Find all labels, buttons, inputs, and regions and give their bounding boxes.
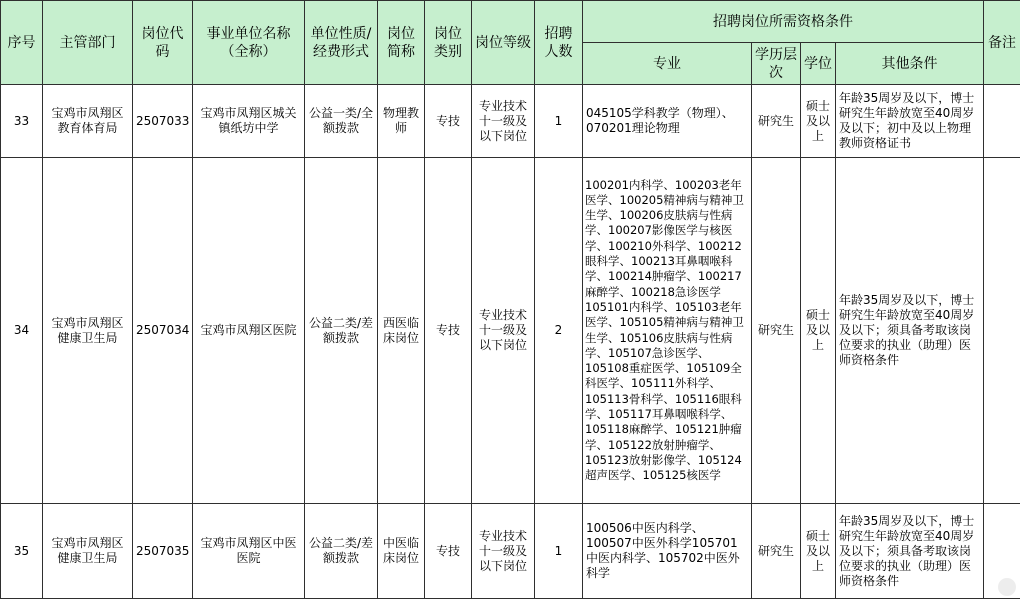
cell-seq: 34 [1,158,43,504]
cell-remarks [984,85,1020,158]
cell-unit-name: 宝鸡市凤翔区医院 [193,158,305,504]
header-count: 招聘人数 [535,1,583,85]
cell-seq: 35 [1,504,43,599]
cell-count: 1 [535,504,583,599]
header-dept: 主管部门 [43,1,133,85]
header-degree: 学位 [801,43,836,85]
cell-post-type: 专技 [425,85,472,158]
cell-major: 100506中医内科学、100507中医外科学105701中医内科学、105702中医外科学 [583,504,752,599]
cell-remarks [984,158,1020,504]
cell-education: 研究生 [752,85,801,158]
cell-other: 年龄35周岁及以下，博士研究生年龄放宽至40周岁及以下；须具备考取该岗位要求的执业（助理）医师资格条件 [836,158,984,504]
cell-post-name: 西医临床岗位 [378,158,425,504]
cell-post-name: 物理教师 [378,85,425,158]
cell-other: 年龄35周岁及以下，博士研究生年龄放宽至40周岁及以下；须具备考取该岗位要求的执业（助理）医师资格条件 [836,504,984,599]
cell-dept: 宝鸡市凤翔区健康卫生局 [43,504,133,599]
header-post-level: 岗位等级 [472,1,535,85]
cell-degree: 硕士及以上 [801,504,836,599]
cell-unit-nature: 公益一类/全额拨款 [305,85,378,158]
cell-count: 2 [535,158,583,504]
cell-post-name: 中医临床岗位 [378,504,425,599]
table-row [1,158,1020,504]
cell-seq: 33 [1,85,43,158]
header-seq: 序号 [1,1,43,85]
header-remarks: 备注 [984,1,1020,85]
cell-dept: 宝鸡市凤翔区健康卫生局 [43,158,133,504]
cell-degree: 硕士及以上 [801,85,836,158]
cell-post-level: 专业技术十一级及以下岗位 [472,504,535,599]
cell-unit-nature: 公益二类/差额拨款 [305,158,378,504]
cell-post-level: 专业技术十一级及以下岗位 [472,158,535,504]
header-post-name: 岗位简称 [378,1,425,85]
cell-post-level: 专业技术十一级及以下岗位 [472,85,535,158]
header-post-code: 岗位代码 [133,1,193,85]
cell-degree: 硕士及以上 [801,158,836,504]
cell-unit-name: 宝鸡市凤翔区中医医院 [193,504,305,599]
cell-unit-nature: 公益二类/差额拨款 [305,504,378,599]
cell-unit-name: 宝鸡市凤翔区城关镇纸坊中学 [193,85,305,158]
table-row [1,85,1020,158]
header-post-type: 岗位类别 [425,1,472,85]
cell-major: 100201内科学、100203老年医学、100205精神病与精神卫生学、100206皮肤病与性病学、100207影像医学与核医学、100210外科学、100212眼科学、100213耳鼻咽喉科学、100214肿瘤学、100217麻醉学、100218急诊医学105101内科学、105103老年医学、105105精神病与精神卫生学、105106皮肤病与性病学、105107急诊医学、105108重症医学、105109全科医学、105111外科学、105113骨科学、105116眼科学、105117耳鼻咽喉科学、105118麻醉学、105121肿瘤学、105122放射肿瘤学、105123放射影像学、105124超声医学、105125核医学 [583,158,752,504]
header-other: 其他条件 [836,43,984,85]
cell-post-code: 2507033 [133,85,193,158]
cell-education: 研究生 [752,504,801,599]
cell-dept: 宝鸡市凤翔区教育体育局 [43,85,133,158]
header-education: 学历层次 [752,43,801,85]
cell-post-type: 专技 [425,504,472,599]
cell-post-code: 2507035 [133,504,193,599]
cell-count: 1 [535,85,583,158]
header-unit-name: 事业单位名称（全称） [193,1,305,85]
header-major: 专业 [583,43,752,85]
cell-education: 研究生 [752,158,801,504]
table-row [1,504,1020,599]
cell-post-type: 专技 [425,158,472,504]
watermark-icon [998,578,1016,596]
table-header [1,1,1020,85]
header-unit-nature: 单位性质/经费形式 [305,1,378,85]
cell-post-code: 2507034 [133,158,193,504]
cell-major: 045105学科教学（物理）、070201理论物理 [583,85,752,158]
header-requirements: 招聘岗位所需资格条件 [583,1,984,43]
cell-other: 年龄35周岁及以下，博士研究生年龄放宽至40周岁及以下；初中及以上物理教师资格证书 [836,85,984,158]
